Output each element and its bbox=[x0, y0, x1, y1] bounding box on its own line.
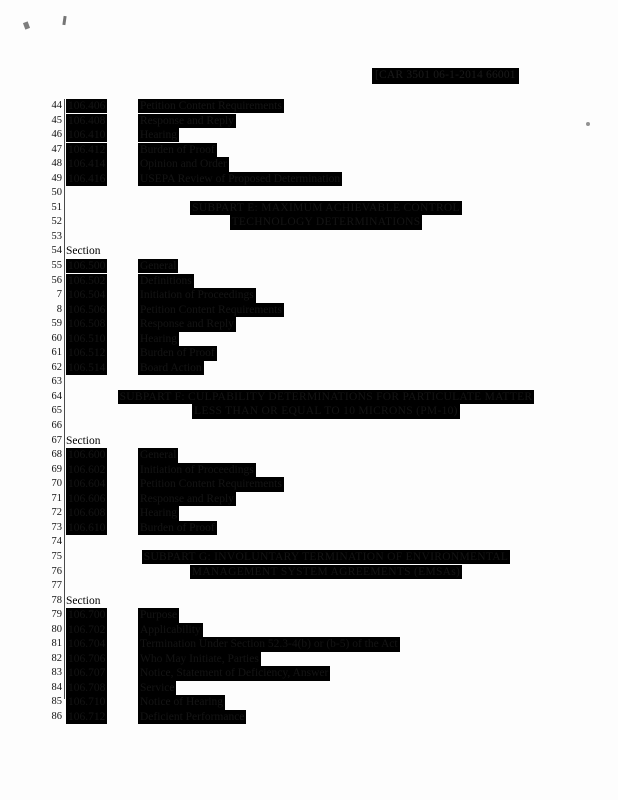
section-label-row bbox=[66, 594, 586, 609]
subpart-heading bbox=[66, 201, 586, 216]
toc-entry[interactable] bbox=[66, 666, 586, 681]
line-number: 73 bbox=[51, 521, 62, 533]
toc-section-number: 106.702 bbox=[68, 623, 106, 636]
line-number: 70 bbox=[51, 478, 62, 490]
toc-section-number: 106.510 bbox=[68, 332, 106, 345]
toc-section-title: USEPA Review of Proposed Determination bbox=[140, 172, 341, 185]
line-number: 74 bbox=[51, 536, 62, 548]
toc-section-title: Initiation of Proceedings bbox=[140, 463, 254, 476]
line-number: 60 bbox=[51, 332, 62, 344]
subpart-heading-text: SUBPART G: INVOLUNTARY TERMINATION OF ENVIRONMENTAL bbox=[143, 550, 509, 563]
toc-section-title: Response and Reply bbox=[140, 492, 234, 505]
line-number: 85 bbox=[51, 696, 62, 708]
line-number-gutter bbox=[36, 99, 62, 725]
toc-entry[interactable] bbox=[66, 274, 586, 289]
toc-section-number: 106.700 bbox=[68, 609, 106, 622]
toc-section-number: 106.606 bbox=[68, 492, 106, 505]
toc-entry[interactable] bbox=[66, 157, 586, 172]
toc-section-number: 106.414 bbox=[68, 158, 106, 171]
blank-line bbox=[66, 230, 586, 245]
subpart-heading bbox=[66, 565, 586, 580]
toc-entry[interactable] bbox=[66, 521, 586, 536]
toc-section-title: Notice of Hearing bbox=[140, 696, 224, 709]
line-number: 75 bbox=[51, 550, 62, 562]
toc-entry[interactable] bbox=[66, 361, 586, 376]
toc-section-title: Petition Content Requirements bbox=[140, 100, 282, 112]
toc-section-number: 106.502 bbox=[68, 274, 106, 287]
line-number: 65 bbox=[51, 405, 62, 417]
toc-section-title: Response and Reply bbox=[140, 114, 234, 127]
toc-entry[interactable] bbox=[66, 332, 586, 347]
line-number: 52 bbox=[51, 216, 62, 228]
toc-section-number: 106.514 bbox=[68, 361, 106, 374]
toc-section-number: 106.506 bbox=[68, 303, 106, 316]
toc-entry[interactable] bbox=[66, 492, 586, 507]
line-number: 69 bbox=[51, 463, 62, 475]
toc-section-number: 106.406 bbox=[68, 100, 106, 112]
line-number: 61 bbox=[51, 347, 62, 359]
subpart-heading-text: TECHNOLOGY DETERMINATIONS bbox=[231, 216, 421, 229]
toc-section-title: Hearing bbox=[140, 129, 178, 142]
subpart-heading bbox=[66, 390, 586, 405]
blank-line bbox=[66, 186, 586, 201]
margin-rule bbox=[64, 99, 65, 699]
line-number: 55 bbox=[51, 260, 62, 272]
toc-section-number: 106.504 bbox=[68, 289, 106, 302]
subpart-heading bbox=[66, 215, 586, 230]
subpart-heading bbox=[66, 404, 586, 419]
line-number: 63 bbox=[51, 376, 62, 388]
line-number: 47 bbox=[51, 143, 62, 155]
section-label-row bbox=[66, 244, 586, 259]
toc-entry[interactable] bbox=[66, 608, 586, 623]
line-number: 71 bbox=[51, 492, 62, 504]
toc-section-number: 106.408 bbox=[68, 114, 106, 127]
toc-section-title: Notice, Statement of Deficiency, Answer bbox=[140, 667, 329, 680]
section-label: Section bbox=[66, 594, 101, 607]
header-citation: [CAR 3501 06-1-2014 66001 bbox=[372, 68, 519, 84]
toc-section-number: 106.500 bbox=[68, 260, 106, 273]
toc-section-title: Burden of Proof bbox=[140, 347, 215, 360]
line-number: 79 bbox=[51, 609, 62, 621]
line-number: 80 bbox=[51, 623, 62, 635]
line-number: 78 bbox=[51, 594, 62, 606]
toc-section-title: Purpose bbox=[140, 609, 178, 622]
line-number: 8 bbox=[56, 303, 62, 315]
line-number: 7 bbox=[56, 289, 62, 301]
toc-entry[interactable] bbox=[66, 172, 586, 187]
line-number: 49 bbox=[51, 172, 62, 184]
line-number: 62 bbox=[51, 361, 62, 373]
toc-entry[interactable] bbox=[66, 623, 586, 638]
toc-entry[interactable] bbox=[66, 681, 586, 696]
line-number: 67 bbox=[51, 434, 62, 446]
line-number: 76 bbox=[51, 565, 62, 577]
scan-artifact bbox=[586, 122, 590, 126]
line-number: 51 bbox=[51, 201, 62, 213]
section-label-row bbox=[66, 434, 586, 449]
scan-artifact bbox=[23, 21, 30, 29]
toc-section-title: Opinion and Order bbox=[140, 158, 227, 171]
toc-section-number: 106.508 bbox=[68, 318, 106, 331]
toc-entry[interactable] bbox=[66, 303, 586, 318]
line-number: 46 bbox=[51, 129, 62, 141]
toc-entry[interactable] bbox=[66, 114, 586, 129]
line-number: 56 bbox=[51, 274, 62, 286]
toc-entry[interactable] bbox=[66, 143, 586, 158]
line-number: 50 bbox=[51, 187, 62, 199]
toc-section-number: 106.710 bbox=[68, 696, 106, 709]
toc-section-number: 106.410 bbox=[68, 129, 106, 142]
toc-section-number: 106.708 bbox=[68, 681, 106, 694]
toc-entry[interactable] bbox=[66, 259, 586, 274]
line-number: 48 bbox=[51, 158, 62, 170]
line-number: 45 bbox=[51, 114, 62, 126]
toc-section-number: 106.704 bbox=[68, 638, 106, 651]
blank-line bbox=[66, 535, 586, 550]
line-number: 53 bbox=[51, 230, 62, 242]
toc-section-number: 106.707 bbox=[68, 667, 106, 680]
toc-section-title: Petition Content Requirements bbox=[140, 478, 282, 491]
line-number: 72 bbox=[51, 507, 62, 519]
line-number: 77 bbox=[51, 580, 62, 592]
toc-section-title: Applicability bbox=[140, 623, 201, 636]
toc-section-title: Petition Content Requirements bbox=[140, 303, 282, 316]
toc-entry[interactable] bbox=[66, 637, 586, 652]
section-label: Section bbox=[66, 245, 101, 258]
toc-section-title: Response and Reply bbox=[140, 318, 234, 331]
blank-line bbox=[66, 375, 586, 390]
toc-section-title: Definitions bbox=[140, 274, 192, 287]
toc-entry[interactable] bbox=[66, 317, 586, 332]
section-label: Section bbox=[66, 434, 101, 447]
toc-section-title: Initiation of Proceedings bbox=[140, 289, 254, 302]
toc-entry[interactable] bbox=[66, 346, 586, 361]
toc-section-number: 106.600 bbox=[68, 449, 106, 462]
toc-entry[interactable] bbox=[66, 99, 586, 114]
toc-entry[interactable] bbox=[66, 695, 586, 710]
toc-section-title: General bbox=[140, 260, 177, 273]
line-number: 68 bbox=[51, 449, 62, 461]
toc-entry[interactable] bbox=[66, 710, 586, 725]
line-number: 66 bbox=[51, 420, 62, 432]
toc-section-title: Service bbox=[140, 681, 175, 694]
toc-entry[interactable] bbox=[66, 477, 586, 492]
toc-entry[interactable] bbox=[66, 652, 586, 667]
subpart-heading-text: SUBPART F: CULPABILITY DETERMINATIONS FOR PARTICULATE MATTER bbox=[119, 390, 533, 403]
blank-line bbox=[66, 419, 586, 434]
blank-line bbox=[66, 579, 586, 594]
line-number: 84 bbox=[51, 681, 62, 693]
toc-section-number: 106.608 bbox=[68, 507, 106, 520]
subpart-heading-text: LESS THAN OR EQUAL TO 10 MICRONS (PM-10) bbox=[194, 405, 458, 418]
toc-section-number: 106.610 bbox=[68, 521, 106, 534]
toc-section-title: Deficient Performance bbox=[140, 710, 245, 723]
line-number: 54 bbox=[51, 245, 62, 257]
toc-section-title: Board Action bbox=[140, 361, 202, 374]
toc-entry[interactable] bbox=[66, 128, 586, 143]
toc-section-number: 106.416 bbox=[68, 172, 106, 185]
line-number: 44 bbox=[51, 100, 62, 111]
scan-artifact bbox=[62, 16, 66, 25]
toc-entry[interactable] bbox=[66, 506, 586, 521]
subpart-heading bbox=[66, 550, 586, 565]
line-number: 81 bbox=[51, 638, 62, 650]
line-number: 82 bbox=[51, 652, 62, 664]
toc-section-number: 106.602 bbox=[68, 463, 106, 476]
toc-entry[interactable] bbox=[66, 463, 586, 478]
toc-entry[interactable] bbox=[66, 288, 586, 303]
toc-section-number: 106.706 bbox=[68, 652, 106, 665]
subpart-heading-text: MANAGEMENT SYSTEM AGREEMENTS (EMSAs) bbox=[191, 565, 461, 578]
toc-section-title: General bbox=[140, 449, 177, 462]
toc-section-number: 106.512 bbox=[68, 347, 106, 360]
line-number: 64 bbox=[51, 390, 62, 402]
toc-section-title: Burden of Proof bbox=[140, 521, 215, 534]
toc-section-number: 106.712 bbox=[68, 710, 106, 723]
toc-section-title: Who May Initiate, Parties bbox=[140, 652, 259, 665]
toc-section-title: Termination Under Section 52.3-4(b) or (b-5) of the Act bbox=[140, 638, 398, 651]
toc-section-number: 106.604 bbox=[68, 478, 106, 491]
document-body bbox=[66, 99, 586, 725]
line-number: 59 bbox=[51, 318, 62, 330]
line-number: 83 bbox=[51, 667, 62, 679]
toc-section-title: Burden of Proof bbox=[140, 143, 215, 156]
toc-entry[interactable] bbox=[66, 448, 586, 463]
line-number: 86 bbox=[51, 710, 62, 722]
toc-section-title: Hearing bbox=[140, 507, 178, 520]
toc-section-title: Hearing bbox=[140, 332, 178, 345]
toc-section-number: 106.412 bbox=[68, 143, 106, 156]
subpart-heading-text: SUBPART E: MAXIMUM ACHIEVABLE CONTROL bbox=[192, 201, 460, 214]
